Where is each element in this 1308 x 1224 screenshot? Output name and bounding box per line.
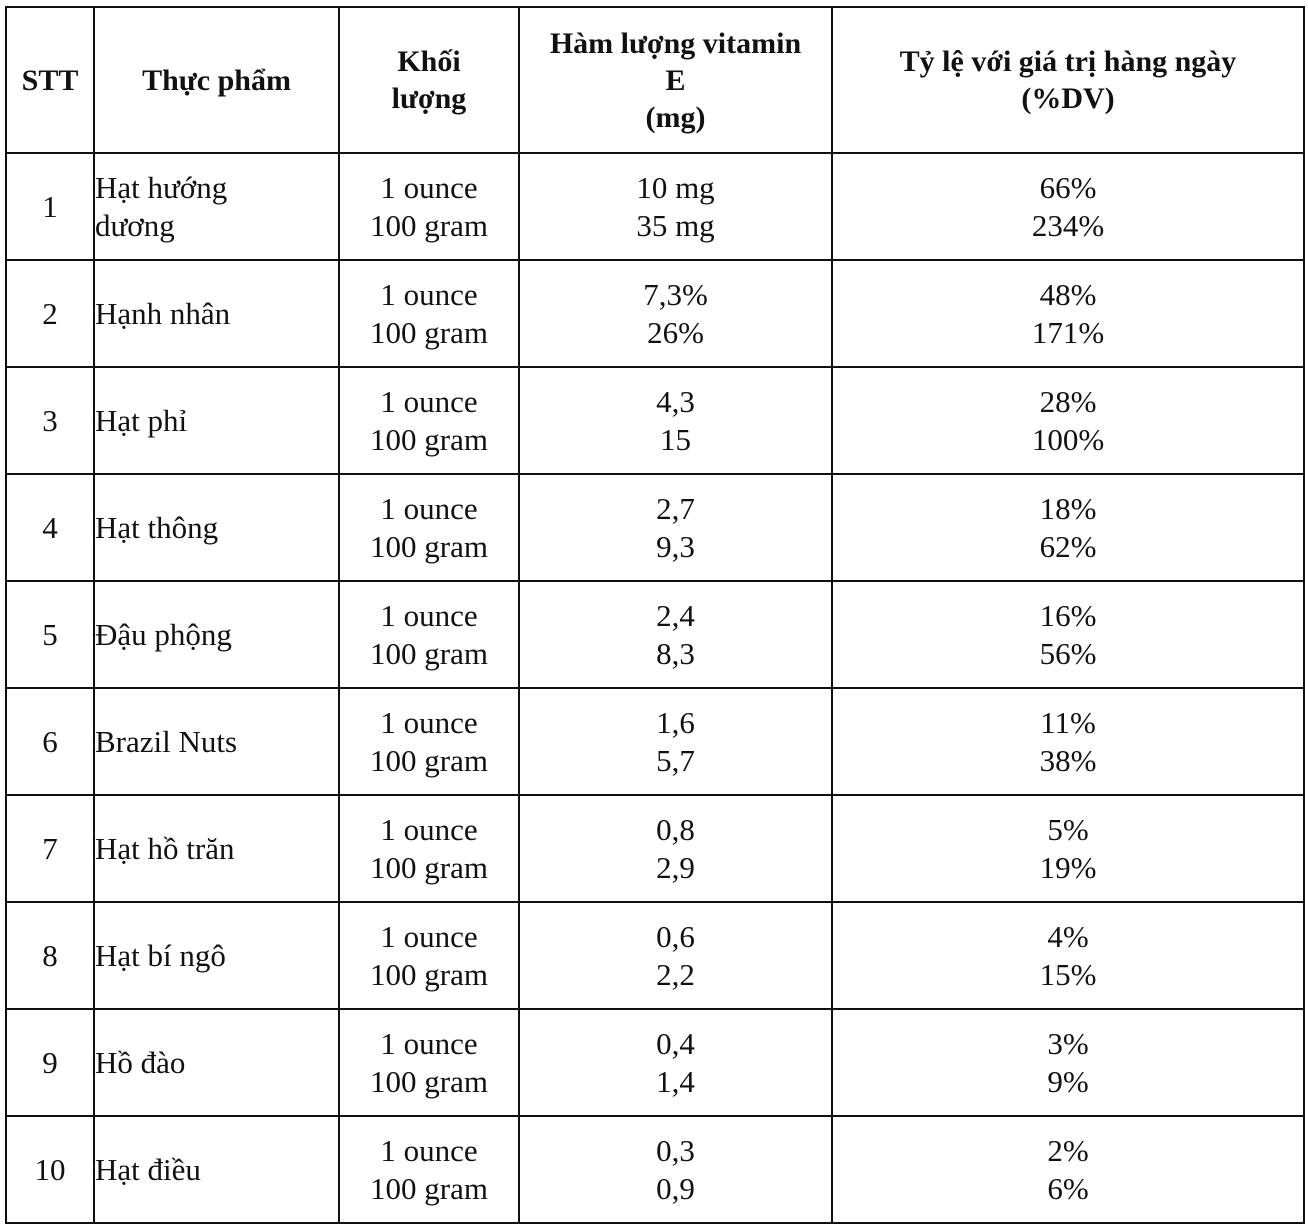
table-row — [6, 902, 1304, 1009]
cell-stt — [6, 474, 94, 581]
header-dv-line2: (%DV) — [1021, 82, 1115, 115]
header-food-text: Thực phẩm — [142, 63, 291, 97]
header-stt — [6, 7, 94, 153]
stt-text: 10 — [34, 1151, 66, 1187]
mass-line1: 1 ounce — [380, 704, 478, 740]
cell-stt — [6, 688, 94, 795]
dv-line1: 18% — [1039, 490, 1097, 526]
table-header-row — [6, 7, 1304, 153]
vitamin-line2: 35 mg — [636, 207, 715, 243]
food-line1: Hạt thông — [95, 509, 219, 545]
header-food — [94, 7, 339, 153]
header-vitamin-line2: E — [665, 63, 686, 97]
dv-line1: 28% — [1039, 383, 1097, 419]
vitamin-line2: 0,9 — [656, 1170, 695, 1206]
vitamin-line2: 2,9 — [656, 849, 695, 885]
cell-daily-value — [832, 902, 1304, 1009]
cell-stt — [6, 153, 94, 260]
mass-line1: 1 ounce — [380, 597, 478, 633]
food-line1: Hạt bí ngô — [95, 937, 226, 973]
dv-line2: 38% — [1039, 742, 1097, 778]
mass-line1: 1 ounce — [380, 276, 478, 312]
cell-daily-value — [832, 1009, 1304, 1116]
mass-line2: 100 gram — [370, 1063, 488, 1099]
mass-line1: 1 ounce — [380, 383, 478, 419]
food-line1: Đậu phộng — [95, 616, 232, 652]
header-stt-text: STT — [21, 63, 79, 97]
food-line1: Hạt hồ trăn — [95, 830, 235, 866]
dv-line1: 2% — [1047, 1132, 1089, 1168]
header-mass-line1: Khối — [397, 45, 461, 78]
cell-mass — [339, 795, 519, 902]
cell-food — [94, 367, 339, 474]
dv-line1: 3% — [1047, 1025, 1089, 1061]
cell-mass — [339, 367, 519, 474]
cell-daily-value — [832, 260, 1304, 367]
table-row — [6, 1116, 1304, 1223]
dv-line2: 171% — [1031, 314, 1105, 350]
cell-stt — [6, 260, 94, 367]
cell-vitamin-e — [519, 1116, 832, 1223]
vitamin-line1: 0,6 — [656, 918, 695, 954]
mass-line2: 100 gram — [370, 1170, 488, 1206]
header-vitamin-line3: (mg) — [645, 100, 706, 134]
table-row — [6, 474, 1304, 581]
cell-mass — [339, 581, 519, 688]
cell-vitamin-e — [519, 367, 832, 474]
vitamin-line2: 5,7 — [656, 742, 695, 778]
vitamin-line2: 1,4 — [656, 1063, 695, 1099]
mass-line2: 100 gram — [370, 956, 488, 992]
dv-line2: 62% — [1039, 528, 1097, 564]
stt-text: 6 — [42, 723, 58, 759]
cell-daily-value — [832, 367, 1304, 474]
food-line1: Brazil Nuts — [95, 723, 238, 759]
vitamin-line2: 8,3 — [656, 635, 695, 671]
dv-line2: 234% — [1031, 207, 1105, 243]
cell-food — [94, 1009, 339, 1116]
cell-daily-value — [832, 153, 1304, 260]
cell-food — [94, 902, 339, 1009]
cell-daily-value — [832, 1116, 1304, 1223]
table-row — [6, 795, 1304, 902]
cell-vitamin-e — [519, 260, 832, 367]
table-row — [6, 688, 1304, 795]
cell-mass — [339, 1116, 519, 1223]
food-line1: Hạt điều — [95, 1151, 201, 1187]
cell-food — [94, 581, 339, 688]
cell-mass — [339, 260, 519, 367]
table-row — [6, 367, 1304, 474]
stt-text: 3 — [42, 402, 58, 438]
dv-line1: 5% — [1047, 811, 1089, 847]
header-daily-value — [832, 7, 1304, 153]
cell-mass — [339, 902, 519, 1009]
vitamin-line1: 2,7 — [656, 490, 695, 526]
stt-text: 9 — [42, 1044, 58, 1080]
table-row — [6, 581, 1304, 688]
dv-line1: 11% — [1040, 704, 1096, 740]
cell-daily-value — [832, 795, 1304, 902]
cell-daily-value — [832, 688, 1304, 795]
vitamin-e-table — [5, 6, 1305, 1224]
food-line1: Hồ đào — [95, 1044, 186, 1080]
cell-food — [94, 795, 339, 902]
vitamin-line2: 26% — [647, 314, 704, 350]
stt-text: 2 — [42, 295, 58, 331]
dv-line2: 56% — [1039, 635, 1097, 671]
cell-food — [94, 688, 339, 795]
vitamin-line1: 2,4 — [656, 597, 695, 633]
cell-vitamin-e — [519, 153, 832, 260]
vitamin-line2: 15 — [660, 421, 691, 457]
vitamin-line2: 9,3 — [656, 528, 695, 564]
cell-mass — [339, 1009, 519, 1116]
stt-text: 4 — [42, 509, 58, 545]
cell-mass — [339, 474, 519, 581]
food-line1: Hạt phỉ — [95, 402, 188, 438]
vitamin-line1: 7,3% — [643, 276, 708, 312]
dv-line2: 9% — [1047, 1063, 1089, 1099]
table-row — [6, 153, 1304, 260]
cell-food — [94, 474, 339, 581]
mass-line1: 1 ounce — [380, 1025, 478, 1061]
cell-stt — [6, 367, 94, 474]
cell-stt — [6, 902, 94, 1009]
cell-vitamin-e — [519, 1009, 832, 1116]
header-vitamin-line1: Hàm lượng vitamin — [549, 26, 802, 60]
cell-food — [94, 153, 339, 260]
stt-text: 5 — [42, 616, 58, 652]
cell-vitamin-e — [519, 581, 832, 688]
mass-line2: 100 gram — [370, 314, 488, 350]
header-dv-line1: Tỷ lệ với giá trị hàng ngày — [899, 45, 1237, 78]
cell-stt — [6, 1116, 94, 1223]
table-row — [6, 260, 1304, 367]
mass-line1: 1 ounce — [380, 811, 478, 847]
vitamin-line1: 0,4 — [656, 1025, 695, 1061]
cell-daily-value — [832, 581, 1304, 688]
cell-vitamin-e — [519, 795, 832, 902]
dv-line2: 19% — [1039, 849, 1097, 885]
vitamin-line2: 2,2 — [656, 956, 695, 992]
mass-line1: 1 ounce — [380, 918, 478, 954]
mass-line2: 100 gram — [370, 528, 488, 564]
mass-line2: 100 gram — [370, 635, 488, 671]
cell-food — [94, 260, 339, 367]
dv-line1: 4% — [1047, 918, 1089, 954]
cell-daily-value — [832, 474, 1304, 581]
dv-line2: 15% — [1039, 956, 1097, 992]
vitamin-line1: 10 mg — [636, 169, 715, 205]
cell-vitamin-e — [519, 474, 832, 581]
header-vitamin-e — [519, 7, 832, 153]
header-mass — [339, 7, 519, 153]
cell-food — [94, 1116, 339, 1223]
stt-text: 8 — [42, 937, 58, 973]
mass-line2: 100 gram — [370, 742, 488, 778]
vitamin-line1: 1,6 — [656, 704, 695, 740]
stt-text: 7 — [42, 830, 58, 866]
cell-stt — [6, 1009, 94, 1116]
mass-line2: 100 gram — [370, 207, 488, 243]
mass-line1: 1 ounce — [380, 1132, 478, 1168]
table-row — [6, 1009, 1304, 1116]
mass-line1: 1 ounce — [380, 490, 478, 526]
mass-line1: 1 ounce — [380, 169, 478, 205]
cell-mass — [339, 688, 519, 795]
vitamin-line1: 4,3 — [656, 383, 695, 419]
stt-text: 1 — [42, 188, 58, 224]
vitamin-line1: 0,3 — [656, 1132, 695, 1168]
dv-line2: 100% — [1031, 421, 1105, 457]
cell-stt — [6, 795, 94, 902]
vitamin-line1: 0,8 — [656, 811, 695, 847]
food-line1: Hạnh nhân — [95, 295, 231, 331]
dv-line1: 16% — [1039, 597, 1097, 633]
dv-line1: 66% — [1039, 169, 1097, 205]
cell-mass — [339, 153, 519, 260]
header-mass-line2: lượng — [391, 82, 467, 115]
food-line1: Hạt hướng — [95, 169, 228, 205]
cell-vitamin-e — [519, 902, 832, 1009]
food-line2: dương — [95, 207, 175, 243]
mass-line2: 100 gram — [370, 421, 488, 457]
mass-line2: 100 gram — [370, 849, 488, 885]
dv-line1: 48% — [1039, 276, 1097, 312]
cell-vitamin-e — [519, 688, 832, 795]
dv-line2: 6% — [1047, 1170, 1089, 1206]
cell-stt — [6, 581, 94, 688]
